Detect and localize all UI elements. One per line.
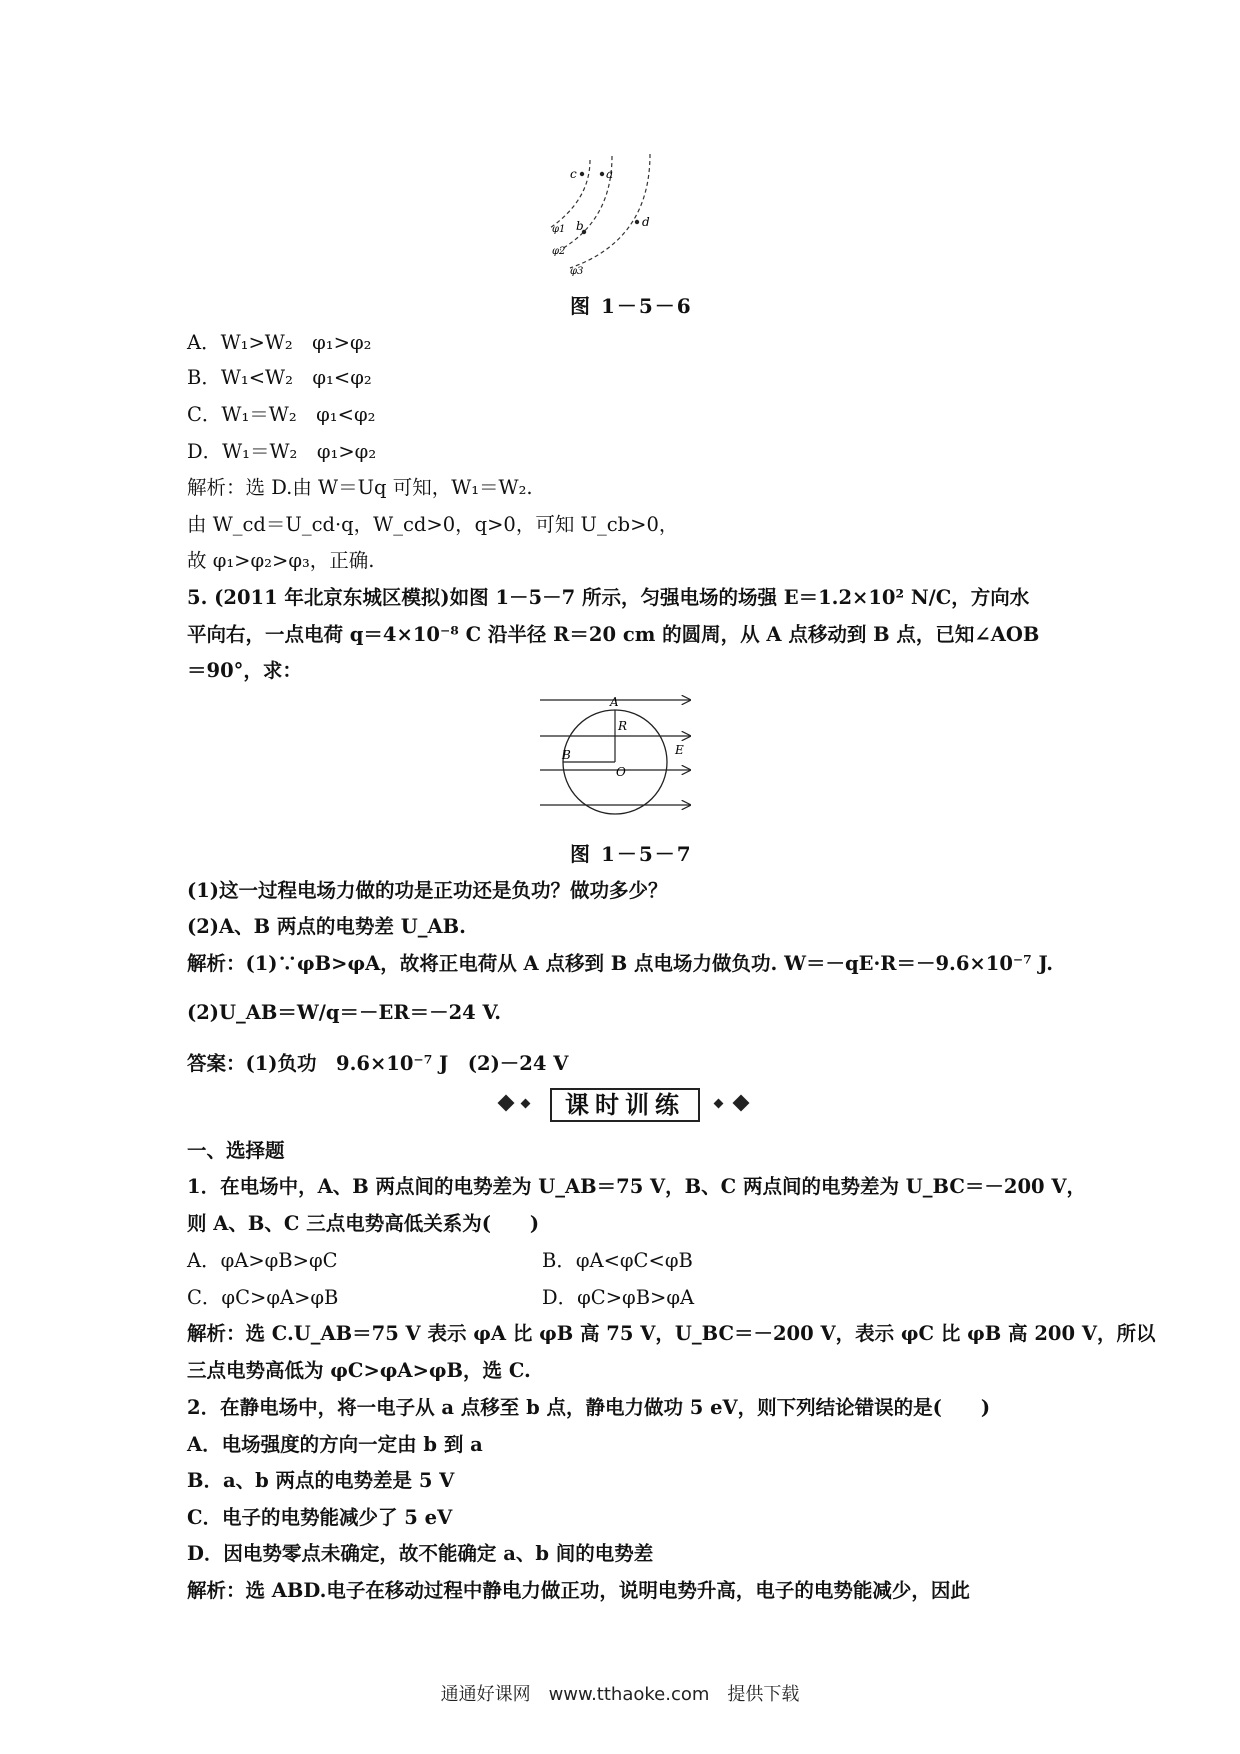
label-A: A — [610, 695, 619, 709]
q5-analysis-1: 解析：(1)∵φB>φA，故将正电荷从 A 点移到 B 点电场力做负功. W＝－qE·R＝－9.6×10⁻⁷ J. — [187, 952, 1054, 975]
diamond-small-icon — [521, 1099, 531, 1109]
q5-stem-2: 平向右，一点电荷 q＝4×10⁻⁸ C 沿半径 R＝20 cm 的圆周，从 A 点移动到 B 点，已知∠AOB — [187, 623, 1040, 646]
q4-analysis-1: 解析：选 D.由 W＝Uq 可知，W₁＝W₂. — [187, 476, 533, 499]
section-heading: 一、选择题 — [187, 1139, 285, 1162]
section-banner — [490, 1086, 760, 1126]
diamond-icon — [498, 1095, 515, 1112]
diamond-small-icon — [714, 1099, 724, 1109]
figure-1-5-6 — [540, 150, 710, 280]
label-d: d — [642, 215, 650, 229]
page-footer: 通通好课网 www.tthaoke.com 提供下载 — [440, 1684, 800, 1705]
label-B: B — [562, 748, 571, 762]
label-R: R — [618, 719, 628, 733]
label-O: O — [616, 765, 626, 779]
q4-option-d: D．W₁＝W₂ φ₁>φ₂ — [187, 440, 377, 463]
p2-option-c: C．电子的电势能减少了 5 eV — [187, 1506, 453, 1529]
p2-analysis: 解析：选 ABD.电子在移动过程中静电力做正功，说明电势升高，电子的电势能减少，因此 — [187, 1579, 970, 1602]
p1-stem-1: 1．在电场中，A、B 两点间的电势差为 U_AB＝75 V，B、C 两点间的电势差为 U_BC＝－200 V， — [187, 1175, 1086, 1198]
p1-analysis-2: 三点电势高低为 φC>φA>φB，选 C. — [187, 1359, 531, 1382]
figure-1-5-7-caption: 图 1－5－7 — [570, 842, 693, 866]
p2-stem: 2．在静电场中，将一电子从 a 点移至 b 点，静电力做功 5 eV，则下列结论错误的是( ) — [187, 1396, 991, 1419]
q4-analysis-2: 由 W_cd＝U_cd·q，W_cd>0，q>0，可知 U_cb>0， — [187, 513, 679, 536]
label-E: E — [675, 743, 684, 757]
p1-stem-2: 则 A、B、C 三点电势高低关系为( ) — [187, 1212, 540, 1235]
q4-analysis-3: 故 φ₁>φ₂>φ₃，正确. — [187, 549, 375, 572]
q5-sub-1: (1)这一过程电场力做的功是正功还是负功？做功多少？ — [187, 879, 668, 902]
label-phi2: φ2 — [552, 246, 566, 257]
diamond-icon — [733, 1095, 750, 1112]
p1-option-c: C．φC>φA>φB — [187, 1286, 339, 1309]
q4-option-b: B．W₁<W₂ φ₁<φ₂ — [187, 366, 372, 389]
label-phi3: φ3 — [570, 266, 584, 277]
label-a: a — [606, 167, 614, 181]
label-b: b — [576, 219, 584, 233]
p2-option-a: A．电场强度的方向一定由 b 到 a — [187, 1433, 483, 1456]
q4-option-c: C．W₁＝W₂ φ₁<φ₂ — [187, 403, 376, 426]
point-d — [635, 220, 639, 224]
p1-option-d: D．φC>φB>φA — [542, 1286, 695, 1309]
label-c: c — [570, 167, 577, 181]
banner-title: 课时训练 — [550, 1088, 700, 1122]
p1-option-a: A．φA>φB>φC — [187, 1249, 338, 1272]
q5-stem-3: ＝90°，求： — [187, 659, 302, 682]
p1-analysis-1: 解析：选 C.U_AB＝75 V 表示 φA 比 φB 高 75 V，U_BC＝－200 V，表示 φC 比 φB 高 200 V，所以 — [187, 1322, 1156, 1345]
point-c — [580, 172, 584, 176]
q5-analysis-2: (2)U_AB＝W/q＝－ER＝－24 V. — [187, 1001, 502, 1024]
q4-option-a: A．W₁>W₂ φ₁>φ₂ — [187, 331, 372, 354]
q5-answer: 答案：(1)负功 9.6×10⁻⁷ J (2)－24 V — [187, 1052, 569, 1075]
p1-option-b: B．φA<φC<φB — [542, 1249, 693, 1272]
q5-stem-1: 5. (2011 年北京东城区模拟)如图 1－5－7 所示，匀强电场的场强 E＝1.2×10² N/C，方向水 — [187, 586, 1030, 609]
q5-sub-2: (2)A、B 两点的电势差 U_AB. — [187, 915, 466, 938]
figure-1-5-7 — [540, 690, 710, 825]
p2-option-d: D．因电势零点未确定，故不能确定 a、b 间的电势差 — [187, 1542, 654, 1565]
point-a — [600, 172, 604, 176]
p2-option-b: B．a、b 两点的电势差是 5 V — [187, 1469, 455, 1492]
label-phi1: φ1 — [552, 224, 566, 235]
equipotential-phi2 — [560, 156, 612, 250]
figure-1-5-6-caption: 图 1－5－6 — [570, 294, 693, 318]
